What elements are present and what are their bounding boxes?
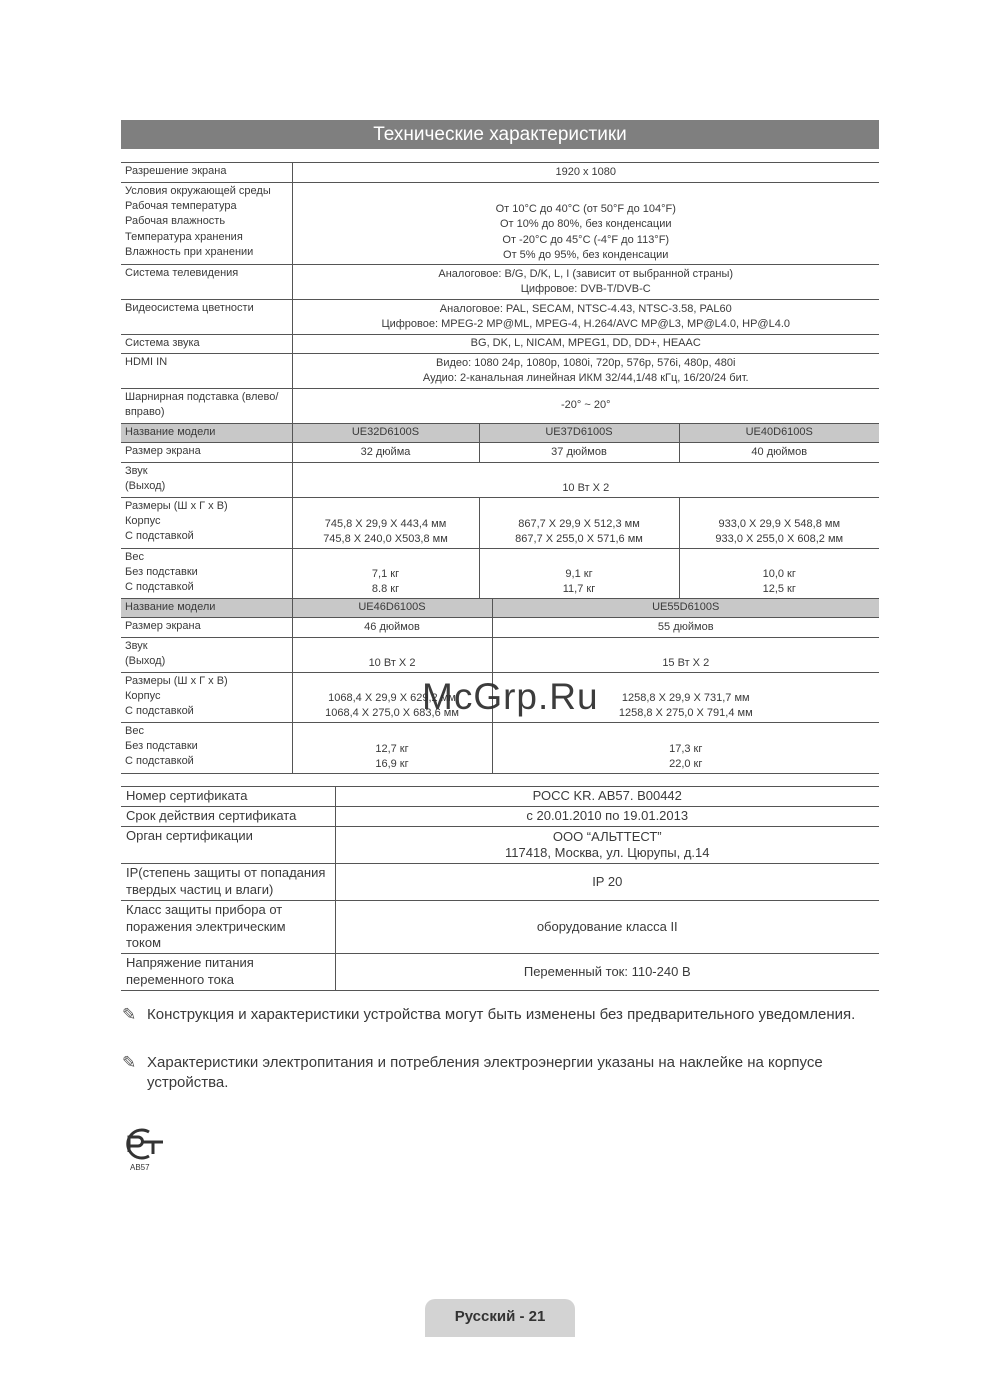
body-label: Корпус bbox=[125, 515, 161, 528]
dimension-body: 867,7 X 29,9 X 512,3 мм bbox=[518, 517, 640, 530]
table-row bbox=[121, 424, 879, 443]
screen-size: 55 дюймов bbox=[492, 618, 879, 638]
cert-validity-value: с 20.01.2010 по 19.01.2013 bbox=[335, 807, 879, 827]
table-row bbox=[121, 723, 879, 774]
protection-class-label-end: током bbox=[126, 935, 162, 950]
pencil-icon: ✎ bbox=[122, 1053, 137, 1072]
weight-stand: 22,0 кг bbox=[669, 757, 703, 770]
color-system-analog: Аналоговое: PAL, SECAM, NTSC-4.43, NTSC-3.58, PAL60 bbox=[439, 302, 732, 315]
swivel-value: -20° ~ 20° bbox=[292, 389, 879, 424]
swivel-label-cont: вправо) bbox=[125, 406, 165, 419]
sound-system-value: BG, DK, L, NICAM, MPEG1, DD, DD+, HEAAC bbox=[292, 335, 879, 354]
dimension-body: 1258,8 X 29,9 X 731,7 мм bbox=[621, 691, 750, 704]
sound-value: 15 Вт X 2 bbox=[492, 638, 879, 673]
with-stand-label: С подставкой bbox=[125, 530, 194, 543]
note-text: Конструкция и характеристики устройства могут быть изменены без предварительного уведомления. bbox=[147, 1006, 856, 1023]
storage-temp-label: Температура хранения bbox=[125, 230, 243, 243]
dimension-stand: 933,0 X 255,0 X 608,2 мм bbox=[715, 532, 844, 545]
environment-label: Условия окружающей среды bbox=[125, 185, 271, 197]
screen-size: 32 дюйма bbox=[292, 443, 479, 463]
color-system-digital: Цифровое: MPEG-2 MP@ML, MPEG-4, H.264/AVC MP@L3, MP@L4.0, HP@L4.0 bbox=[381, 318, 791, 330]
color-system-label: Видеосистема цветности bbox=[121, 300, 292, 335]
swivel-label: Шарнирная подставка (влево/ bbox=[125, 391, 279, 403]
cert-authority-name: ООО “АЛЬТТЕСТ” bbox=[552, 828, 662, 844]
screen-size-label: Размер экрана bbox=[121, 618, 292, 638]
resolution-value: 1920 x 1080 bbox=[292, 163, 879, 183]
voltage-label-cont: переменного тока bbox=[126, 971, 235, 987]
table-row bbox=[121, 463, 879, 498]
protection-class-label-cont: поражения электрическим bbox=[126, 918, 286, 934]
model-name: UE37D6100S bbox=[479, 424, 679, 443]
pencil-icon: ✎ bbox=[122, 1005, 137, 1024]
operating-humidity-value: От 10% до 80%, без конденсации bbox=[499, 218, 672, 231]
note-text: Характеристики электропитания и потребления электроэнергии указаны на наклейке на корпусе устройства. bbox=[147, 1054, 823, 1091]
cert-authority-label: Орган сертификации bbox=[121, 827, 335, 864]
table-row bbox=[121, 498, 879, 549]
weight-stand: 12,5 кг bbox=[762, 582, 796, 595]
storage-humidity-label: Влажность при хранении bbox=[125, 245, 254, 258]
weight-no-stand: 7,1 кг bbox=[371, 567, 400, 580]
certificate-table bbox=[121, 786, 879, 991]
page-title: Технические характеристики bbox=[121, 120, 879, 149]
weight-label: Вес bbox=[125, 725, 144, 737]
ip-value: IP 20 bbox=[335, 864, 879, 901]
sound-value: 10 Вт X 2 bbox=[292, 463, 879, 498]
weight-stand: 16,9 кг bbox=[375, 757, 409, 770]
cert-number-label: Номер сертификата bbox=[121, 787, 335, 807]
ip-label: IP(степень защиты от попадания bbox=[126, 865, 326, 880]
with-stand-label: С подставкой bbox=[125, 705, 194, 718]
model-name: UE32D6100S bbox=[292, 424, 479, 443]
table-row bbox=[121, 265, 879, 300]
voltage-value: Переменный ток: 110-240 В bbox=[335, 954, 879, 991]
tv-system-analog: Аналоговое: B/G, D/K, L, I (зависит от выбранной страны) bbox=[438, 267, 734, 280]
table-row bbox=[121, 549, 879, 599]
tv-system-digital: Цифровое: DVB-T/DVB-C bbox=[520, 283, 651, 295]
hdmi-video: Видео: 1080 24p, 1080p, 1080i, 720p, 576p, 576i, 480p, 480i bbox=[436, 356, 736, 369]
weight-label: Вес bbox=[125, 551, 144, 563]
table-row bbox=[121, 163, 879, 183]
dimension-stand: 867,7 X 255,0 X 571,6 мм bbox=[515, 532, 643, 545]
voltage-label: Напряжение питания bbox=[126, 955, 254, 970]
sound-output-label: (Выход) bbox=[125, 655, 166, 668]
sound-system-label: Система звука bbox=[121, 335, 292, 354]
note bbox=[122, 1005, 882, 1025]
storage-temp-value: От -20°C до 45°C (-4°F до 113°F) bbox=[502, 233, 670, 246]
screen-size: 40 дюймов bbox=[679, 443, 879, 463]
sound-label: Звук bbox=[125, 465, 148, 477]
table-row bbox=[121, 787, 879, 807]
weight-no-stand: 9,1 кг bbox=[565, 567, 593, 580]
table-row bbox=[121, 335, 879, 354]
storage-humidity-value: От 5% до 95%, без конденсации bbox=[503, 248, 669, 261]
model-name: UE46D6100S bbox=[292, 599, 492, 618]
resolution-label: Разрешение экрана bbox=[121, 163, 292, 183]
table-row bbox=[121, 954, 879, 991]
sound-label: Звук bbox=[125, 640, 148, 652]
certification-mark-icon bbox=[119, 1126, 171, 1162]
screen-size-label: Размер экрана bbox=[121, 443, 292, 463]
without-stand-label: Без подставки bbox=[125, 566, 198, 579]
table-row bbox=[121, 389, 879, 424]
table-row bbox=[121, 599, 879, 618]
screen-size: 37 дюймов bbox=[479, 443, 679, 463]
with-stand-label: С подставкой bbox=[125, 755, 194, 768]
without-stand-label: Без подставки bbox=[125, 740, 198, 753]
table-row bbox=[121, 864, 879, 901]
weight-no-stand: 10,0 кг bbox=[762, 567, 796, 580]
dimension-body: 933,0 X 29,9 X 548,8 мм bbox=[718, 517, 841, 530]
cert-validity-label: Срок действия сертификата bbox=[121, 807, 335, 827]
dimensions-label: Размеры (Ш x Г x В) bbox=[125, 500, 228, 512]
dimension-stand: 1068,4 X 275,0 X 683,6 мм bbox=[325, 706, 459, 719]
protection-class-value: оборудование класса II bbox=[335, 901, 879, 954]
model-label: Название модели bbox=[121, 599, 292, 618]
weight-no-stand: 17,3 кг bbox=[669, 742, 703, 755]
note bbox=[122, 1053, 882, 1093]
watermark: McGrp.Ru bbox=[422, 676, 599, 717]
dimension-stand: 1258,8 X 275,0 X 791,4 мм bbox=[618, 706, 753, 719]
table-row bbox=[121, 827, 879, 864]
table-row bbox=[121, 443, 879, 463]
model-name: UE55D6100S bbox=[492, 599, 879, 618]
ip-label-cont: твердых частиц и влаги) bbox=[126, 881, 274, 897]
sound-value: 10 Вт X 2 bbox=[292, 638, 492, 673]
hdmi-audio: Аудио: 2-канальная линейная ИКМ 32/44,1/48 кГц, 16/20/24 бит. bbox=[422, 372, 749, 384]
weight-stand: 11,7 кг bbox=[562, 582, 596, 595]
table-row bbox=[121, 300, 879, 335]
hdmi-label: HDMI IN bbox=[121, 354, 292, 389]
table-row bbox=[121, 183, 879, 265]
cert-number-value: РОСС KR. AB57. B00442 bbox=[335, 787, 879, 807]
cert-authority-address: 117418, Москва, ул. Цюрупы, д.14 bbox=[505, 845, 710, 860]
with-stand-label: С подставкой bbox=[125, 581, 194, 594]
protection-class-label: Класс защиты прибора от bbox=[126, 902, 283, 917]
model-name: UE40D6100S bbox=[679, 424, 879, 443]
dimensions-label: Размеры (Ш x Г x В) bbox=[125, 675, 228, 687]
table-row bbox=[121, 901, 879, 954]
sound-output-label: (Выход) bbox=[125, 480, 166, 493]
dimension-body: 1068,4 X 29,9 X 629,2 мм bbox=[328, 691, 456, 704]
dimension-body: 745,8 X 29,9 X 443,4 мм bbox=[324, 517, 447, 530]
table-row bbox=[121, 618, 879, 638]
dimension-stand: 745,8 X 240,0 X503,8 мм bbox=[323, 532, 448, 545]
body-label: Корпус bbox=[125, 690, 161, 703]
screen-size: 46 дюймов bbox=[292, 618, 492, 638]
table-row bbox=[121, 354, 879, 389]
operating-humidity-label: Рабочая влажность bbox=[125, 215, 226, 228]
weight-no-stand: 12,7 кг bbox=[375, 742, 409, 755]
weight-stand: 8.8 кг bbox=[371, 582, 400, 595]
table-row bbox=[121, 638, 879, 673]
model-label: Название модели bbox=[121, 424, 292, 443]
operating-temp-value: От 10°C до 40°C (от 50°F до 104°F) bbox=[495, 203, 676, 216]
page-number: Русский - 21 bbox=[425, 1299, 575, 1337]
table-row bbox=[121, 807, 879, 827]
tv-system-label: Система телевидения bbox=[121, 265, 292, 300]
operating-temp-label: Рабочая температура bbox=[125, 200, 237, 213]
certification-code: AB57 bbox=[130, 1163, 150, 1172]
